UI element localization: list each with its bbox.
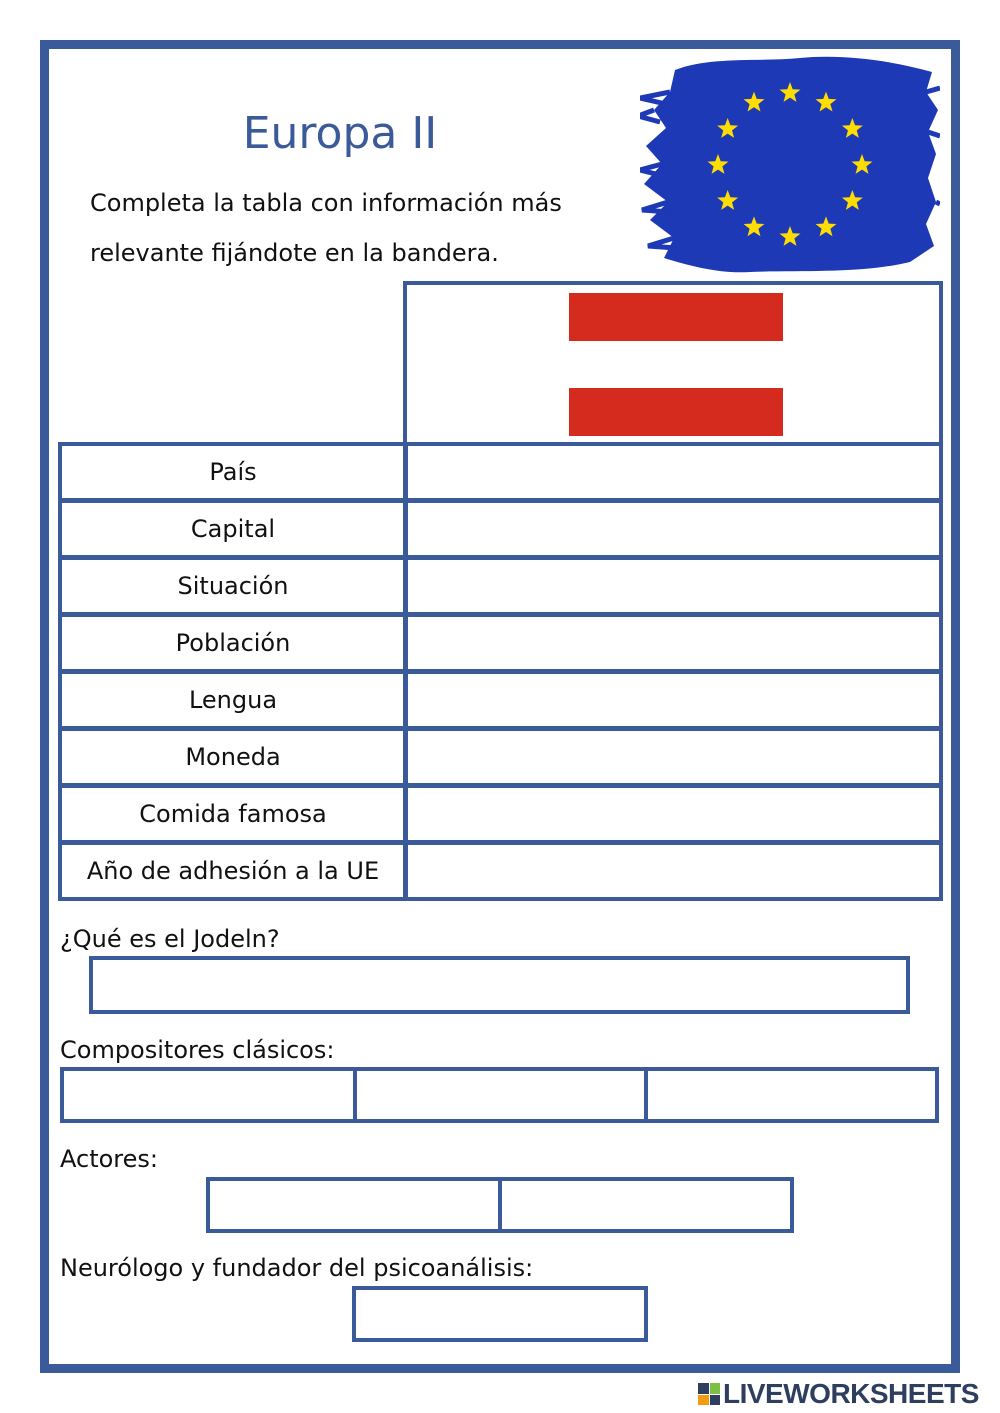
austria-flag-top-stripe (569, 293, 783, 341)
answer-field-moneda[interactable] (403, 727, 943, 787)
answer-field-situacion[interactable] (403, 556, 943, 616)
question-jodeln-label: ¿Qué es el Jodeln? (60, 925, 280, 953)
answer-field-jodeln[interactable] (89, 956, 910, 1014)
row-label-poblacion: Población (58, 613, 408, 673)
answer-field-pais[interactable] (403, 442, 943, 502)
answer-field-comida[interactable] (403, 784, 943, 844)
question-neurologist-label: Neurólogo y fundador del psicoanálisis: (60, 1254, 534, 1282)
row-label-adhesion: Año de adhesión a la UE (58, 841, 408, 901)
answer-field-poblacion[interactable] (403, 613, 943, 673)
answer-field-adhesion[interactable] (403, 841, 943, 901)
row-label-pais: País (58, 442, 408, 502)
row-label-comida: Comida famosa (58, 784, 408, 844)
page-title: Europa II (242, 108, 438, 159)
watermark-text: LIVEWORKSHEETS (723, 1378, 979, 1409)
answer-field-actor-1[interactable] (206, 1177, 502, 1233)
row-label-moneda: Moneda (58, 727, 408, 787)
country-flag-cell (403, 281, 943, 446)
instruction-line-2: relevante fijándote en la bandera. (90, 239, 499, 267)
answer-field-lengua[interactable] (403, 670, 943, 730)
liveworksheets-watermark (698, 1378, 979, 1410)
row-label-lengua: Lengua (58, 670, 408, 730)
answer-field-capital[interactable] (403, 499, 943, 559)
eu-flag-icon (640, 52, 940, 277)
instructions (90, 178, 610, 278)
question-composers-label: Compositores clásicos: (60, 1036, 335, 1064)
answer-field-actor-2[interactable] (498, 1177, 794, 1233)
row-label-situacion: Situación (58, 556, 408, 616)
answer-field-composer-3[interactable] (644, 1067, 939, 1123)
austria-flag-bottom-stripe (569, 388, 783, 436)
question-actors-label: Actores: (60, 1145, 158, 1173)
row-label-capital: Capital (58, 499, 408, 559)
liveworksheets-logo-icon (698, 1383, 720, 1405)
answer-field-composer-1[interactable] (60, 1067, 357, 1123)
answer-field-neurologist[interactable] (352, 1286, 648, 1342)
instruction-line-1: Completa la tabla con información más (90, 189, 562, 217)
answer-field-composer-2[interactable] (353, 1067, 648, 1123)
